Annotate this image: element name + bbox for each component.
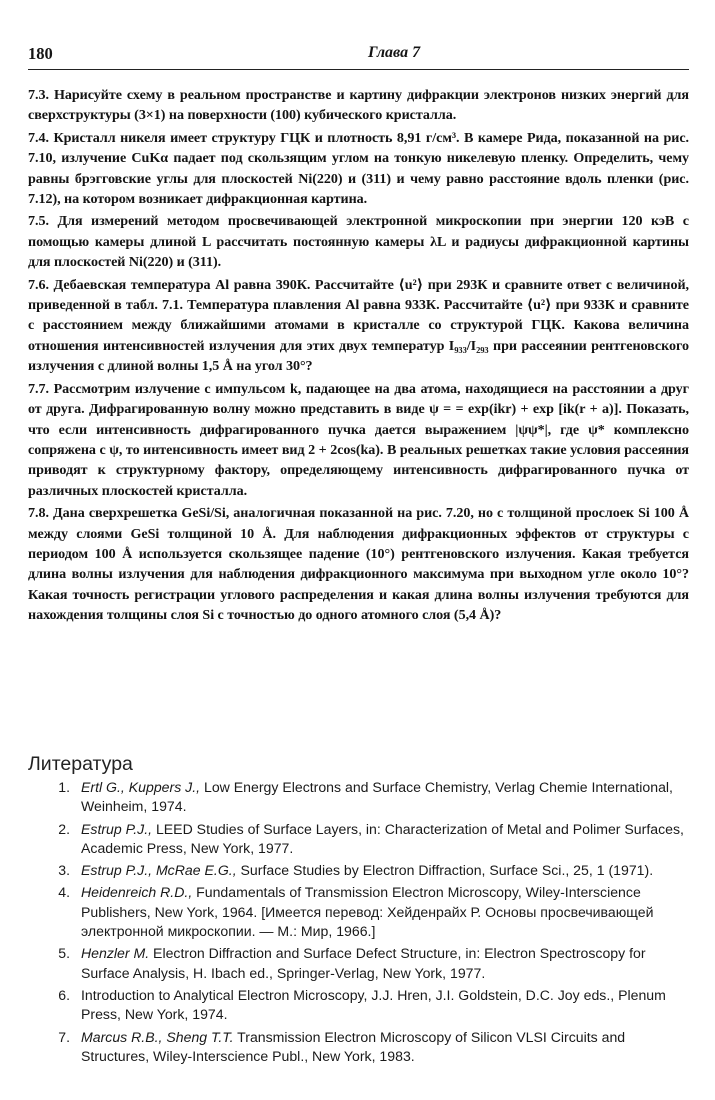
reference-authors: Estrup P.J., (81, 820, 153, 837)
problem-number: 7.7. (28, 380, 49, 397)
reference-item (50, 1028, 690, 1067)
problem-number: 7.3. (28, 87, 49, 103)
problem-item (28, 128, 689, 210)
reference-item (50, 778, 690, 817)
problem-text: Дебаевская температура Al равна 390К. Рассчитайте ⟨u²⟩ при 293К и сравните ответ с величиной, приведенной в табл. 7.1. Температура плавления Al равна 933К. Рассчитайте ⟨u²⟩ при 933К и сравните с расстоянием между ближайшими атомами в кристалле со структурой ГЦК. Какова величина отношения интенсивностей излучения для этих двух температур I₉₃₃/I₂₉₃ при рассеянии рентгеновского излучения с длиной волны 1,5 Å на угол 30°? (28, 276, 689, 375)
reference-number: 4. (58, 884, 70, 901)
literature-heading: Литература (28, 753, 133, 776)
problem-number: 7.6. (28, 276, 49, 293)
reference-text: Surface Studies by Electron Diffraction, Surface Sci., 25, 1 (1971). (236, 862, 654, 879)
reference-authors: Henzler M. (81, 945, 150, 962)
reference-number: 7. (58, 1028, 70, 1045)
reference-number: 5. (58, 945, 70, 962)
header-divider (28, 69, 689, 70)
chapter-title: Глава 7 (368, 44, 421, 61)
reference-number: 1. (58, 779, 70, 795)
reference-authors: Marcus R.B., Sheng T.T. (81, 1028, 234, 1045)
problem-text: Дана сверхрешетка GeSi/Si, аналогичная показанной на рис. 7.20, но с толщиной прослоек Si 100 Å между слоями GeSi толщиной 10 Å. Для наблюдения дифракционных эффектов от структуры с периодом 100 Å используется скользящее падение (10°) рентгеновского излучения. Какая требуется длина волны излучения для наблюдения дифракционного максимума при выходном угле около 10°? Какая точность регистрации углового распределения и какая длина волны излучения требуются для нахождения толщины слоя Si с точностью до одного атомного слоя (5,4 Å)? (28, 505, 689, 624)
problem-item (28, 85, 689, 126)
reference-item (50, 883, 690, 941)
problem-text: Нарисуйте схему в реальном пространстве и картину дифракции электронов низких энергий для сверхструктуры (3×1) на поверхности (100) кубического кристалла. (28, 87, 689, 124)
problem-item (28, 275, 689, 377)
problem-item (28, 211, 689, 272)
reference-number: 3. (58, 862, 70, 879)
reference-authors: Ertl G., Kuppers J., (81, 779, 201, 795)
reference-text: Fundamentals of Transmission Electron Microscopy, Wiley-Interscience Publishers, New York, 1964. [Имеется перевод: Хейденрайх Р. Основы просвечивающей электронной микроскопии. — М.: Мир, 1966.] (81, 884, 654, 940)
reference-item (50, 944, 690, 983)
reference-number: 6. (58, 986, 70, 1003)
page-header (28, 44, 688, 66)
problem-item (28, 379, 689, 501)
reference-text: Electron Diffraction and Surface Defect Structure, in: Electron Spectroscopy for Surface Analysis, H. Ibach ed., Springer-Verlag, New York, 1977. (81, 945, 646, 981)
problem-number: 7.8. (28, 505, 49, 522)
reference-item (50, 986, 690, 1025)
reference-item (50, 820, 690, 859)
problem-item (28, 503, 689, 625)
problem-text: Рассмотрим излучение с импульсом k, падающее на два атома, находящиеся на расстоянии a друг от друга. Дифрагированную волну можно представить в виде ψ = = exp(ikr) + exp [ik(r + a)]. Показать, что если интенсивность дифрагированного пучка дается выражением |ψψ*|, где ψ* комплексно сопряжена с ψ, то интенсивность имеет вид 2 + 2cos(ka). В реальных решетках такие условия рассеяния приводят к структурному фактору, определяющему интенсивность дифрагированного пучка от различных плоскостей кристалла. (28, 380, 689, 499)
reference-number: 2. (58, 820, 70, 837)
reference-text: Introduction to Analytical Electron Microscopy, J.J. Hren, J.I. Goldstein, D.C. Joy eds., Plenum Press, New York, 1974. (81, 986, 666, 1023)
problem-text: Для измерений методом просвечивающей электронной микроскопии при энергии 120 кэВ с помощью камеры длиной L рассчитать постоянную камеры λL и радиусы дифракционной картины для плоскостей Ni(220) и (311). (28, 213, 689, 271)
reference-list (50, 778, 690, 1069)
reference-text: Low Energy Electrons and Surface Chemistry, Verlag Chemie International, Weinheim, 1974. (81, 779, 673, 815)
problem-text: Кристалл никеля имеет структуру ГЦК и плотность 8,91 г/см³. В камере Рида, показанной на рис. 7.10, излучение CuKα падает под скользящим углом на тонкую никелевую пленку. Определить, чему равны брэгговские углы для плоскостей Ni(220) и (311) и чему равно расстояние вдоль пленки (рис. 7.12), на котором возникает дифракционная картина. (28, 129, 690, 208)
reference-authors: Heidenreich R.D., (81, 884, 193, 901)
reference-item (50, 861, 690, 880)
problem-number: 7.5. (28, 213, 49, 230)
problems-section (28, 85, 689, 628)
problem-number: 7.4. (28, 129, 49, 146)
reference-text: LEED Studies of Surface Layers, in: Characterization of Metal and Polimer Surfaces, Academic Press, New York, 1977. (81, 820, 684, 856)
reference-text: Transmission Electron Microscopy of Silicon VLSI Circuits and Structures, Wiley-Interscience Publ., New York, 1983. (81, 1028, 626, 1064)
reference-authors: Estrup P.J., McRae E.G., (81, 862, 237, 879)
page-number: 180 (28, 44, 53, 63)
